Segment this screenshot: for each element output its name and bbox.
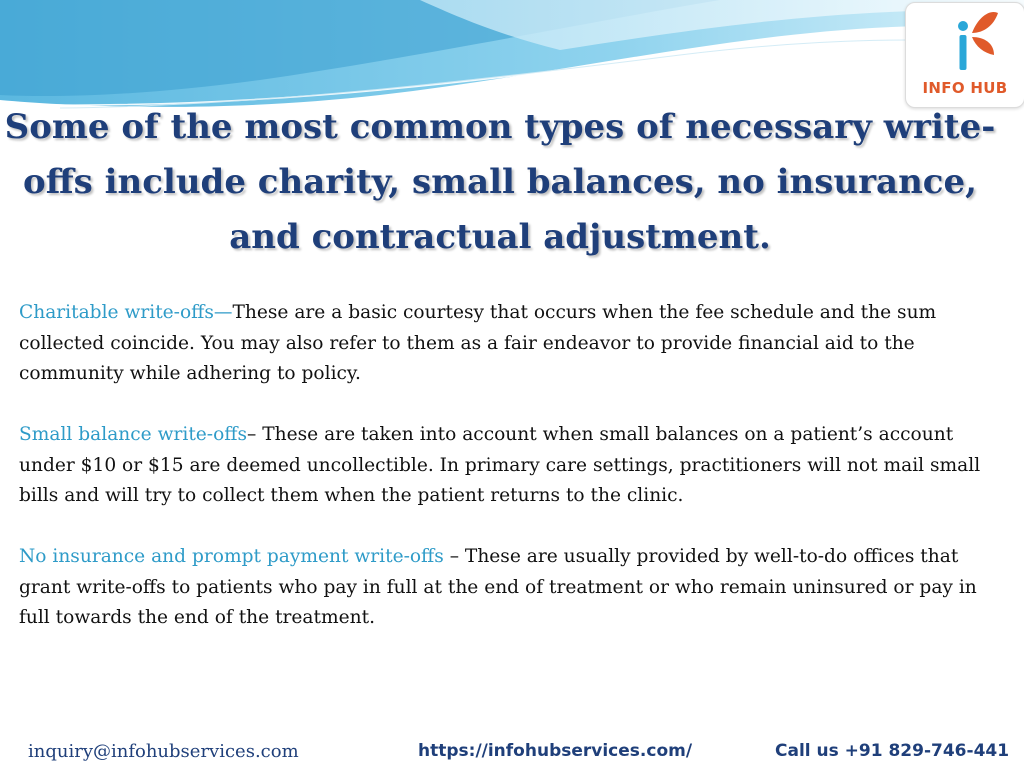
header-wave-decoration bbox=[0, 0, 1024, 110]
paragraph-title: Charitable write-offs— bbox=[19, 302, 233, 323]
page-headline: Some of the most common types of necessary write-offs include charity, small balances, no insurance, and contractual adjustment. bbox=[4, 107, 996, 257]
paragraph-text: – These are usually provided by well-to-do offices that grant write-offs to patients who pay in full at the end of treatment or who remain uninsured or pay in full towards the end of the treatment. bbox=[19, 546, 977, 628]
paragraph-charitable bbox=[19, 298, 994, 390]
paragraph-no-insurance bbox=[19, 542, 994, 634]
footer-email-link[interactable]: inquiry@infohubservices.com bbox=[28, 741, 299, 762]
footer-phone: Call us +91 829-746-441 bbox=[775, 741, 1010, 761]
info-hub-logo-mark-icon bbox=[906, 3, 1024, 83]
content-body bbox=[19, 298, 994, 664]
paragraph-small-balance bbox=[19, 420, 994, 512]
paragraph-title: No insurance and prompt payment write-offs bbox=[19, 546, 444, 567]
paragraph-text: These are a basic courtesy that occurs when the fee schedule and the sum collected coincide. You may also refer to them as a fair endeavor to provide financial aid to the community while adhering to policy. bbox=[19, 302, 937, 384]
footer-website-link[interactable]: https://infohubservices.com/ bbox=[418, 741, 693, 761]
paragraph-text: – These are taken into account when small balances on a patient’s account under $10 or $15 are deemed uncollectible. In primary care settings, practitioners will not mail small bills and will try to collect them when the patient returns to the clinic. bbox=[19, 424, 981, 506]
info-hub-logo bbox=[905, 2, 1024, 108]
paragraph-title: Small balance write-offs bbox=[19, 424, 248, 445]
logo-text: INFO HUB bbox=[922, 79, 1008, 97]
